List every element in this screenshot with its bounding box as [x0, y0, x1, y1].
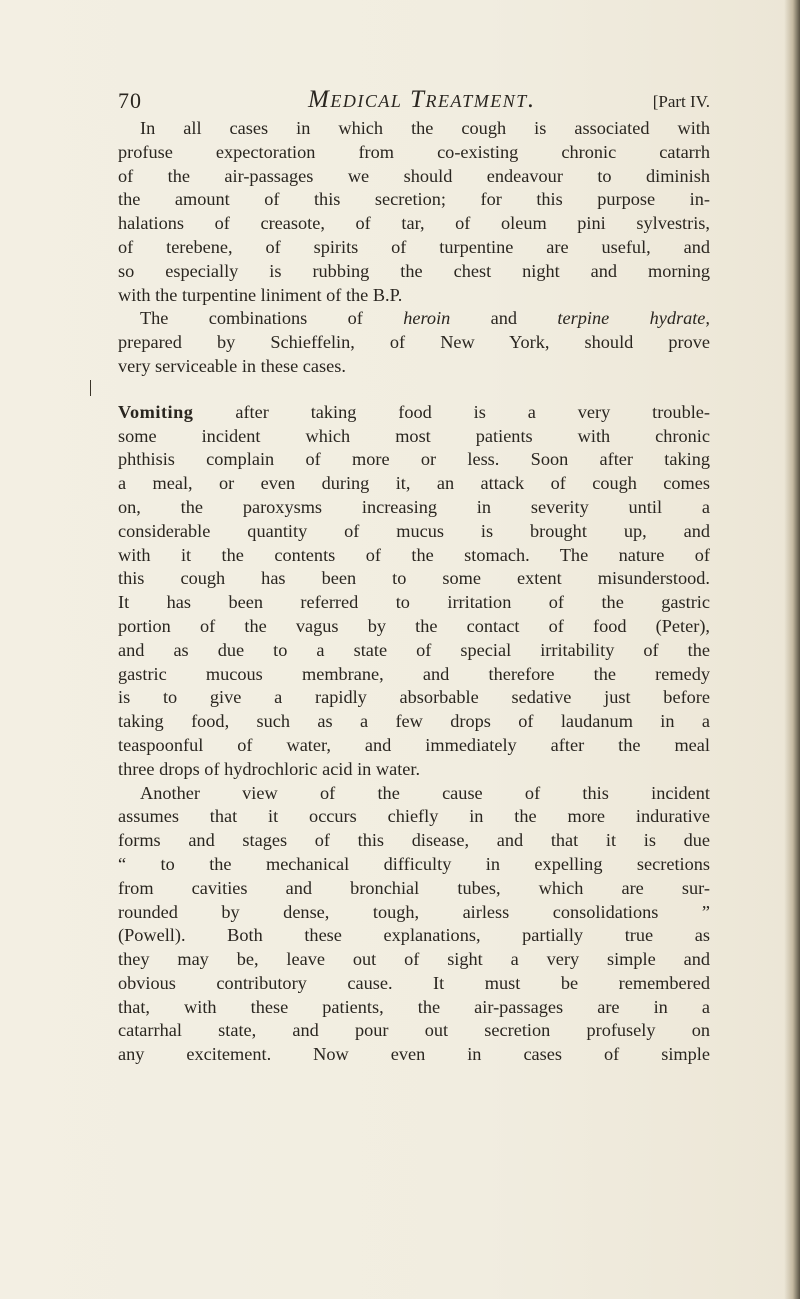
text-line: (Powell). Both these explanations, partially true as — [118, 925, 710, 946]
text-line: prepared by Schieffelin, of New York, should prove — [118, 332, 710, 353]
text-line: considerable quantity of mucus is brought up, and — [118, 520, 710, 541]
text-line: with it the contents of the stomach. The nature of — [118, 544, 710, 565]
italic-term: heroin — [403, 308, 451, 329]
paragraph — [118, 117, 710, 307]
body-text — [118, 117, 710, 1067]
text-line: three drops of hydrochloric acid in water. — [118, 758, 421, 779]
italic-term: terpine hydrate, — [557, 308, 710, 329]
text-line: catarrhal state, and pour out secretion profusely on — [118, 1020, 710, 1041]
page-number: 70 — [118, 88, 142, 113]
text-run: The combinations of — [140, 308, 404, 329]
text-line: profuse expectoration from co-existing chronic catarrh — [118, 141, 710, 162]
text-line: of the air-passages we should endeavour to diminish — [118, 165, 710, 186]
paragraph — [118, 401, 710, 782]
text-line: a meal, or even during it, an attack of cough comes — [118, 473, 710, 494]
text-line: they may be, leave out of sight a very simple and — [118, 949, 710, 970]
text-line: taking food, such as a few drops of laudanum in a — [118, 711, 710, 732]
paragraph — [118, 307, 710, 378]
text-line: teaspoonful of water, and immediately after the meal — [118, 734, 710, 755]
text-line: that, with these patients, the air-passages are in a — [118, 996, 710, 1017]
text-line: phthisis complain of more or less. Soon after taking — [118, 449, 710, 470]
side-headword: Vomiting — [118, 401, 194, 422]
running-title: Medical Treatment. — [308, 86, 536, 113]
text-line: Another view of the cause of this incident — [140, 782, 710, 803]
text-line: some incident which most patients with chronic — [118, 425, 710, 446]
text-line: is to give a rapidly absorbable sedative just before — [118, 687, 710, 708]
text-line: In all cases in which the cough is associated with — [140, 118, 710, 138]
margin-mark — [90, 380, 91, 396]
text-line: It has been referred to irritation of the gastric — [118, 592, 710, 613]
paragraph-gap — [118, 379, 710, 401]
text-line: this cough has been to some extent misunderstood. — [118, 568, 710, 589]
text-run: after taking food is a very trouble- — [193, 401, 710, 422]
text-line: on, the paroxysms increasing in severity until a — [118, 496, 710, 517]
text-line: obvious contributory cause. It must be remembered — [118, 972, 710, 993]
text-line: forms and stages of this disease, and that it is due — [118, 830, 710, 851]
text-line: any excitement. Now even in cases of simple — [118, 1044, 710, 1065]
page-edge-shadow — [784, 0, 800, 1299]
text-run: and — [450, 308, 558, 329]
text-line: and as due to a state of special irritability of the — [118, 639, 710, 660]
text-line: rounded by dense, tough, airless consolidations ” — [118, 901, 710, 922]
text-line: of terebene, of spirits of turpentine are useful, and — [118, 236, 710, 257]
text-line — [118, 307, 710, 331]
paragraph — [118, 782, 710, 1068]
text-line: with the turpentine liniment of the B.P. — [118, 284, 403, 305]
text-line: portion of the vagus by the contact of food (Peter), — [118, 615, 710, 636]
text-line: “ to the mechanical difficulty in expelling secretions — [118, 853, 710, 874]
text-line: gastric mucous membrane, and therefore the remedy — [118, 663, 710, 684]
text-line: so especially is rubbing the chest night and morning — [118, 260, 710, 281]
text-line: assumes that it occurs chiefly in the more indurative — [118, 806, 710, 827]
text-line — [118, 401, 710, 425]
text-line: very serviceable in these cases. — [118, 355, 346, 376]
part-label: [Part IV. — [652, 92, 710, 111]
text-line: the amount of this secretion; for this purpose in- — [118, 189, 710, 210]
text-line: from cavities and bronchial tubes, which are sur- — [118, 877, 710, 898]
text-line: halations of creasote, of tar, of oleum pini sylvestris, — [118, 213, 710, 234]
